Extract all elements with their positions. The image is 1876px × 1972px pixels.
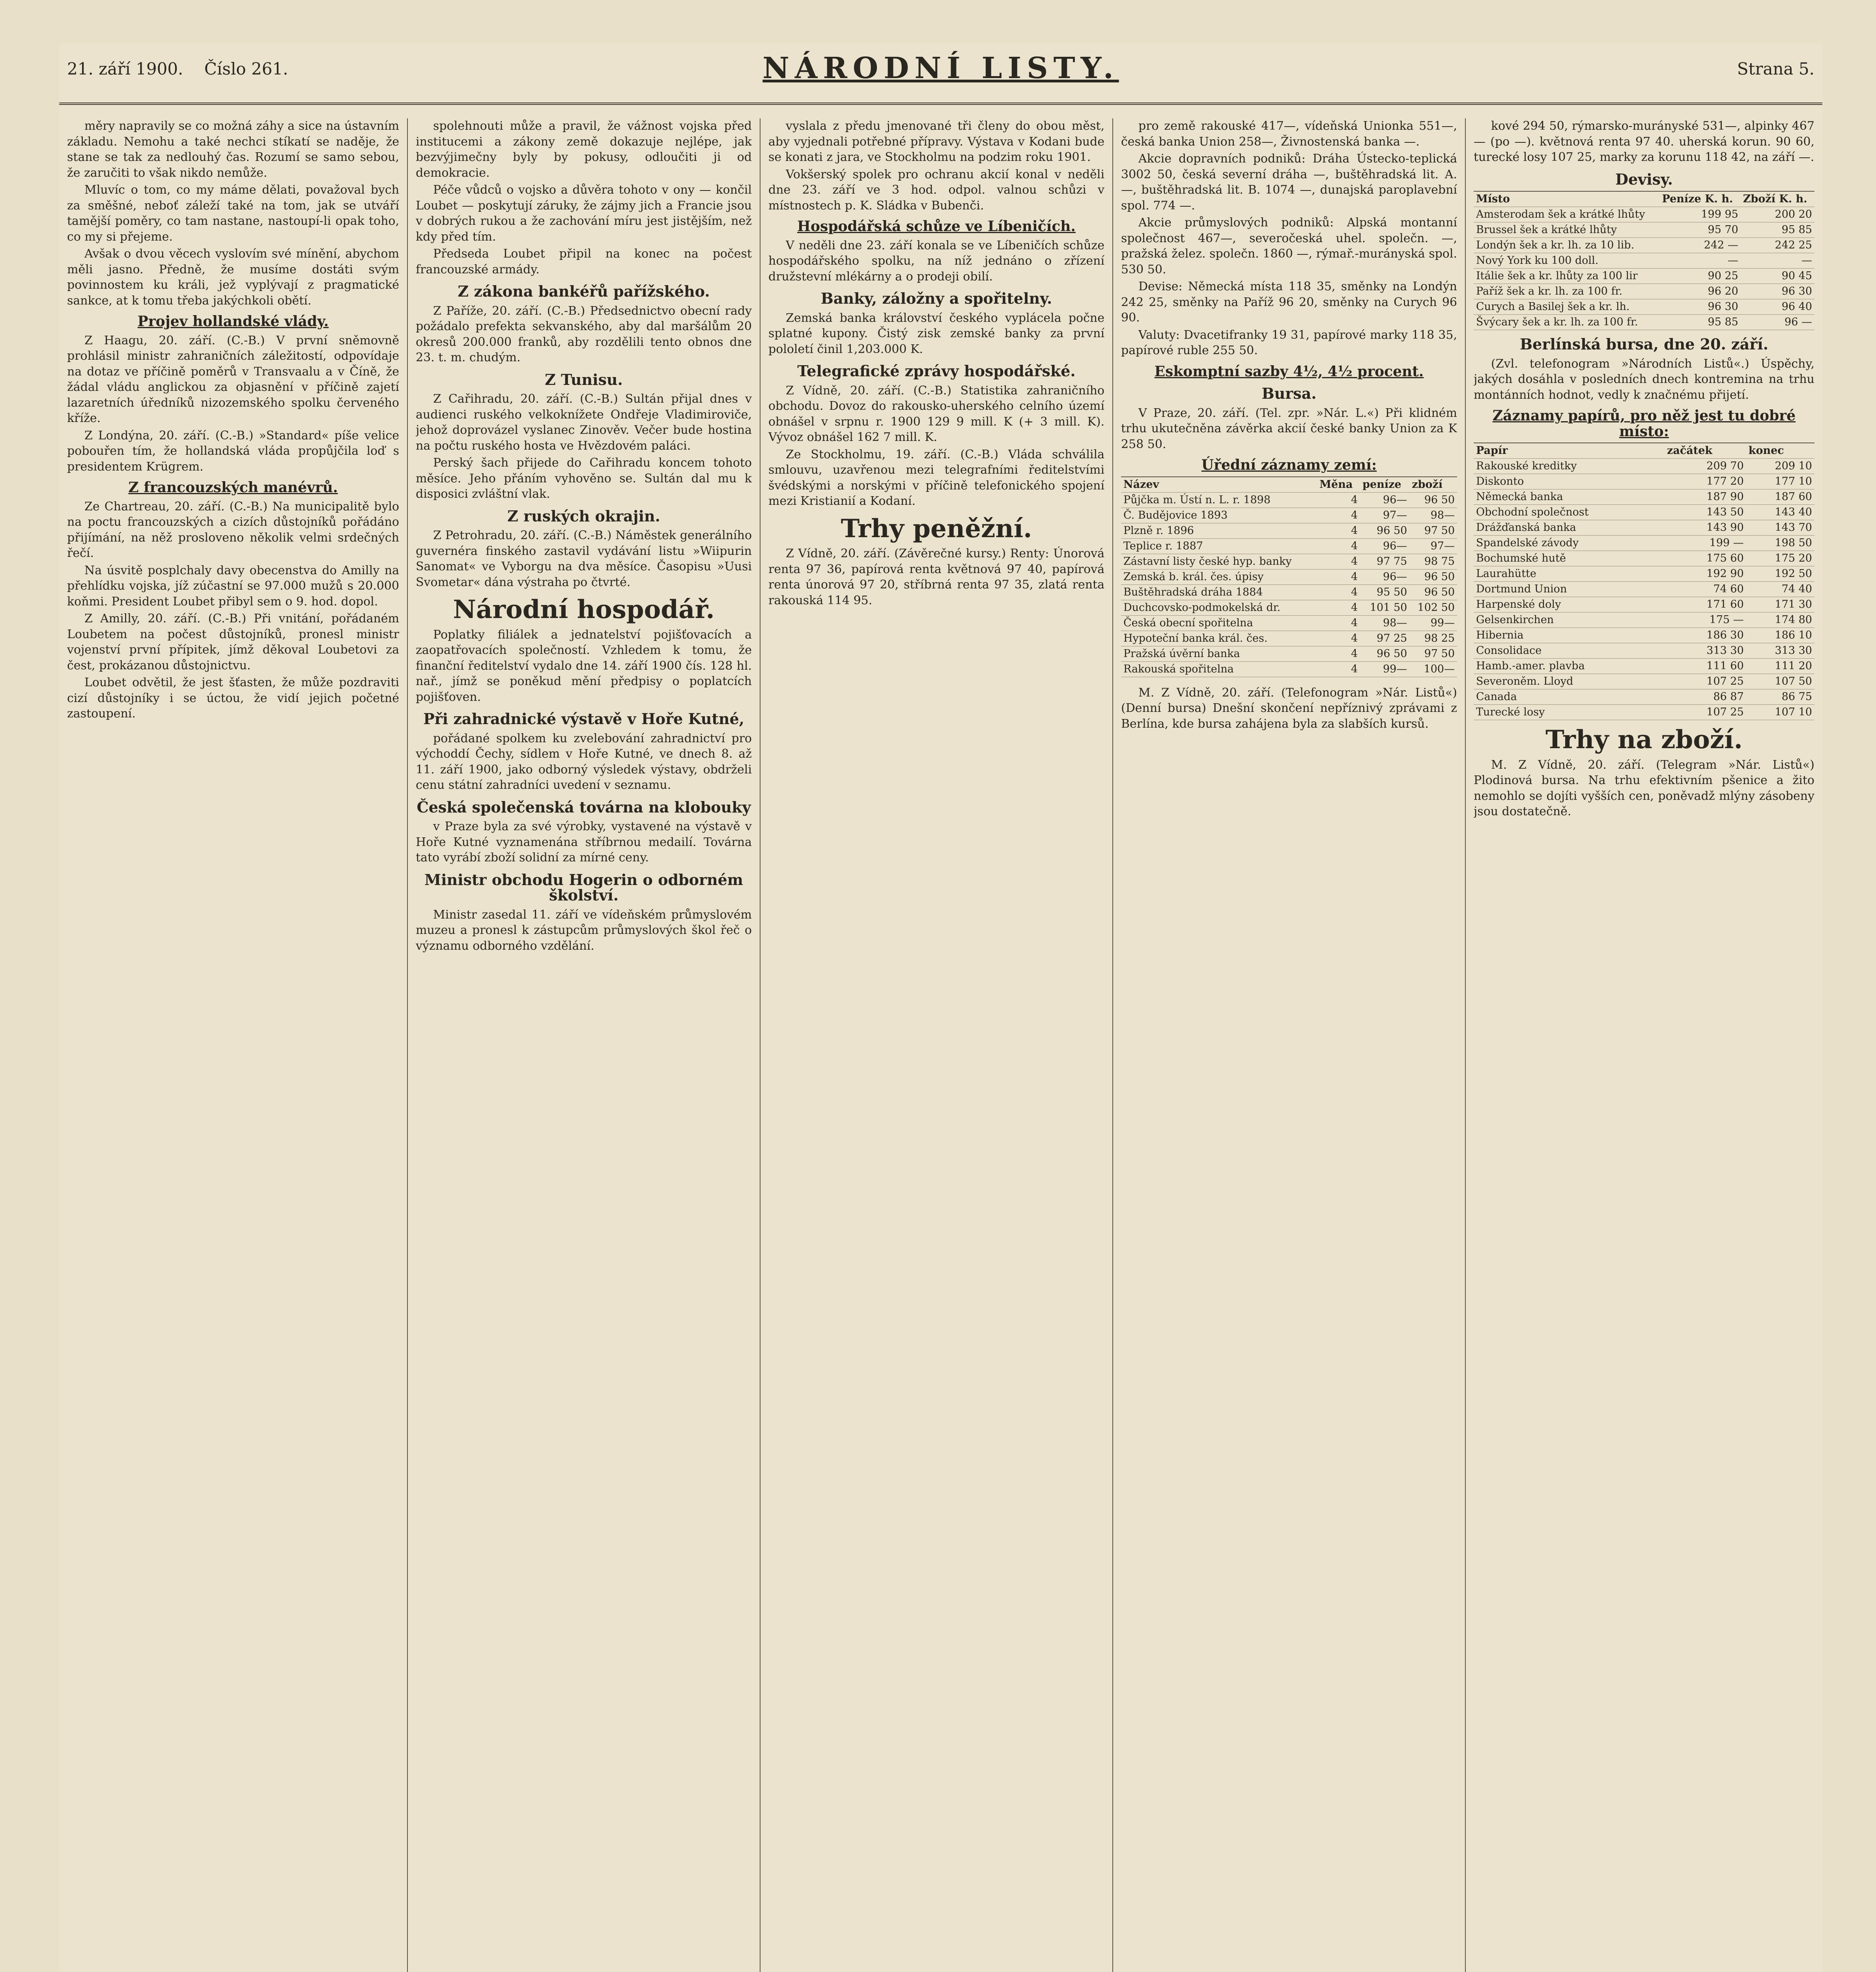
row-label: Dortmund Union	[1474, 582, 1665, 597]
paragraph: Akcie průmyslových podniků: Alpská montanní společnost 467—, severočeská uhel. společn. —, pražská želez. společn. 1860 —, rýmař.-murányská spol. 530 50.	[1121, 216, 1457, 276]
issue-number: Číslo 261.	[204, 59, 288, 78]
table-cell: 4	[1317, 631, 1360, 646]
row-label: Itálie šek a kr. lhůty za 100 lir	[1474, 269, 1660, 284]
table-cell: 4	[1317, 646, 1360, 661]
table-row	[1474, 597, 1814, 613]
table-cell: 97 50	[1409, 523, 1457, 538]
table-cell: 99—	[1409, 615, 1457, 631]
table-cell: 111 60	[1665, 659, 1746, 674]
row-label: Půjčka m. Ústí n. L. r. 1898	[1121, 492, 1317, 508]
row-label: Hamb.-amer. plavba	[1474, 659, 1665, 674]
table-cell: 97—	[1409, 538, 1457, 554]
paragraph: Ministr zasedal 11. září ve vídeňském průmyslovém muzeu a pronesl k zástupcům průmyslových škol řeč o významu odborného vzdělání.	[416, 908, 752, 953]
paragraph: Zemská banka království českého vyplácela počne splatné kupony. Čistý zisk zemské banky za první pololetí činil 1,203.000 K.	[768, 311, 1104, 356]
section-heading: Hospodářská schůze ve Líbeničích.	[797, 218, 1076, 235]
table-row	[1121, 492, 1457, 508]
newspaper-title: NÁRODNÍ LISTY.	[762, 51, 1119, 85]
table-row	[1474, 689, 1814, 705]
section-heading: Z Tunisu.	[545, 370, 623, 388]
table-cell: 143 40	[1746, 505, 1814, 520]
table-cell: 96—	[1360, 569, 1409, 585]
column-3	[768, 118, 1104, 1972]
table-cell: 171 30	[1746, 597, 1814, 613]
table-cell: 96 20	[1660, 284, 1741, 299]
table-cell: 199 —	[1665, 536, 1746, 551]
table-cell: 192 90	[1665, 566, 1746, 582]
table-cell: 4	[1317, 569, 1360, 585]
table-row	[1121, 615, 1457, 631]
table-cell: 98 25	[1409, 631, 1457, 646]
row-label: Německá banka	[1474, 489, 1665, 505]
table-cell: 96 30	[1660, 299, 1741, 315]
section-heading: Při zahradnické výstavě v Hoře Kutné,	[423, 710, 744, 728]
table-cell: 4	[1317, 523, 1360, 538]
table-row	[1474, 489, 1814, 505]
paragraph: M. Z Vídně, 20. září. (Telegram »Nár. Listů«) Plodinová bursa. Na trhu efektivním pšenice a žito nemohlo se dojíti vyšších cen, poněvadž mlýny zásobeny jsou dostatečně.	[1474, 758, 1814, 818]
section-heading: Eskomptní sazby 4½, 4½ procent.	[1154, 363, 1424, 380]
table-cell: 187 90	[1665, 489, 1746, 505]
paragraph: Mluvíc o tom, co my máme dělati, považoval bych za směšné, neboť záleží také na tom, jak se utváří tamější poměry, co tam nastane, nastoupí-li opak toho, co my si přejeme.	[67, 183, 399, 244]
row-label: Zástavní listy české hyp. banky	[1121, 554, 1317, 569]
table-cell: 95 85	[1660, 315, 1741, 330]
row-label: Plzně r. 1896	[1121, 523, 1317, 538]
table-cell: 95 70	[1660, 222, 1741, 238]
table-row	[1474, 459, 1814, 474]
table-row	[1121, 600, 1457, 615]
table-cell: 186 10	[1746, 628, 1814, 643]
table-cell: 187 60	[1746, 489, 1814, 505]
table-cell: 74 60	[1665, 582, 1746, 597]
issue-date: 21. září 1900.	[67, 59, 183, 78]
column-header: Měna	[1317, 477, 1360, 493]
column-header: zboží	[1409, 477, 1457, 493]
table-cell: 192 50	[1746, 566, 1814, 582]
table-row	[1474, 505, 1814, 520]
column-1	[67, 118, 399, 1972]
table-header-row	[1121, 477, 1457, 493]
row-label: Bochumské hutě	[1474, 551, 1665, 566]
table-row	[1121, 554, 1457, 569]
column-rule	[1112, 118, 1113, 1972]
table-cell: 86 75	[1746, 689, 1814, 705]
table-cell: 98 75	[1409, 554, 1457, 569]
row-label: Severoněm. Lloyd	[1474, 674, 1665, 689]
table-cell: 313 30	[1746, 643, 1814, 659]
table-row	[1474, 551, 1814, 566]
paragraph: Z Londýna, 20. září. (C.-B.) »Standard« píše velice pobouřen tím, že hollandská vláda propůjčila loď s presidentem Krügrem.	[67, 428, 399, 474]
table-header-row	[1474, 443, 1814, 459]
paragraph: vyslala z předu jmenované tři členy do obou měst, aby vyjednali potřebné přípravy. Výstava v Kodani bude se konati z jara, ve Stockholmu na podzim roku 1901.	[768, 119, 1104, 164]
table-cell: 90 25	[1660, 269, 1741, 284]
table-cell: —	[1660, 253, 1741, 269]
row-label: Teplice r. 1887	[1121, 538, 1317, 554]
row-label: Paříž šek a kr. lh. za 100 fr.	[1474, 284, 1660, 299]
table-cell: 96 —	[1741, 315, 1814, 330]
row-label: Turecké losy	[1474, 705, 1665, 720]
paragraph: Valuty: Dvacetifranky 19 31, papírové marky 118 35, papírové ruble 255 50.	[1121, 328, 1457, 357]
table-cell: 90 45	[1741, 269, 1814, 284]
row-label: Švýcary šek a kr. lh. za 100 fr.	[1474, 315, 1660, 330]
table-cell: 107 10	[1746, 705, 1814, 720]
section-heading: Berlínská bursa, dne 20. září.	[1520, 335, 1768, 353]
paragraph: Z Vídně, 20. září. (Závěrečné kursy.) Renty: Únorová renta 97 36, papírová renta květnová 97 40, papírová renta únorová 97 20, stříbrná renta 97 35, zlatá renta rakouská 114 95.	[768, 547, 1104, 607]
paragraph: Avšak o dvou věcech vyslovím své mínění, abychom měli jasno. Předně, že musíme dostáti svým povinnostem ku králi, jež vyplývají z pragmatické sankce, at k tomu třeba jakýchkoli obětí.	[67, 247, 399, 308]
paragraph: kové 294 50, rýmarsko-murányské 531—, alpinky 467— (po —). květnová renta 97 40. uherská korun. 90 60, turecké losy 107 25, marky za korunu 118 42, na září —.	[1474, 119, 1814, 164]
paragraph: Péče vůdců o vojsko a důvěra tohoto v ony — končil Loubet — poskytují záruky, že zájmy jich a Francie jsou v dobrých rukou a že zachování míru jest jistějším, než kdy před tím.	[416, 183, 752, 244]
table-cell: 143 70	[1746, 520, 1814, 536]
section-heading: Česká společenská továrna na klobouky	[417, 798, 751, 816]
paragraph: Na úsvitě posplchaly davy obecenstva do Amilly na přehlídku vojska, jíž zúčastní se 97.000 mužů s 20.000 koňmi. President Loubet přibyl sem o 9. hod. dopol.	[67, 563, 399, 609]
table-cell: 209 70	[1665, 459, 1746, 474]
table-cell: 175 60	[1665, 551, 1746, 566]
paragraph: Loubet odvětil, že jest šťasten, že může pozdraviti cizí důstojníky i se úctou, že vidí jejich početné zastoupení.	[67, 676, 399, 721]
section-heading: Projev hollandské vlády.	[137, 313, 329, 330]
row-label: Obchodní společnost	[1474, 505, 1665, 520]
paragraph: Vokšerský spolek pro ochranu akcií konal v neděli dne 23. září ve 3 hod. odpol. valnou schůzi v místnostech p. K. Sládka v Bubenči.	[768, 167, 1104, 213]
table-cell: 209 10	[1746, 459, 1814, 474]
table-row	[1474, 207, 1814, 222]
section-heading: Ministr obchodu Hogerin o odborném školství.	[424, 870, 743, 904]
table-row	[1121, 508, 1457, 523]
column-2	[416, 118, 752, 1972]
row-label: Laurahütte	[1474, 566, 1665, 582]
row-label: Spandelské závody	[1474, 536, 1665, 551]
table-cell: 177 10	[1746, 474, 1814, 489]
newspaper-page	[59, 43, 1822, 1972]
table-row	[1474, 284, 1814, 299]
table-cell: 4	[1317, 492, 1360, 508]
row-label: Gelsenkirchen	[1474, 613, 1665, 628]
table-cell: 96—	[1360, 492, 1409, 508]
row-label: Rakouské kreditky	[1474, 459, 1665, 474]
table-cell: 96 50	[1409, 569, 1457, 585]
paragraph: Z Vídně, 20. září. (C.-B.) Statistika zahraničního obchodu. Dovoz do rakousko-uherského celního území obnášel v srpnu r. 1900 129 9 mill. K (+ 3 mill. K). Vývoz obnášel 162 7 mill. K.	[768, 383, 1104, 444]
table-cell: 96 40	[1741, 299, 1814, 315]
row-label: Diskonto	[1474, 474, 1665, 489]
column-5	[1474, 118, 1814, 1972]
paragraph: Z Haagu, 20. září. (C.-B.) V první sněmovně prohlásil ministr zahraničních záležitostí, odpovídaje na dotaz ve příčině poměrů v Transvaalu a v Číně, že žádal vládu anglickou za objasnění v příčině zajetí lazaretních úředníků nizozemského spolku červeného kříže.	[67, 333, 399, 425]
table-row	[1474, 643, 1814, 659]
table-title: Záznamy papírů, pro něž jest tu dobré místo:	[1492, 407, 1796, 440]
table-row	[1474, 536, 1814, 551]
table-cell: 107 25	[1665, 674, 1746, 689]
table-row	[1474, 520, 1814, 536]
table-cell: 4	[1317, 661, 1360, 677]
section-heading: Z francouzských manévrů.	[128, 479, 338, 496]
row-label: Zemská b. král. čes. úpisy	[1121, 569, 1317, 585]
table-cell: 96—	[1360, 538, 1409, 554]
table-cell: 4	[1317, 538, 1360, 554]
table-cell: 97—	[1360, 508, 1409, 523]
column-4	[1121, 118, 1457, 1972]
table-cell: 242 —	[1660, 238, 1741, 253]
section-title: Trhy na zboží.	[1545, 725, 1743, 754]
paragraph: M. Z Vídně, 20. září. (Telefonogram »Nár. Listů«) (Denní bursa) Dnešní skončení nepříznivý zprávami z Berlína, kde bursa zahájena byla za slabších kursů.	[1121, 685, 1457, 731]
section-heading: Banky, záložny a spořitelny.	[820, 289, 1052, 307]
paragraph: Ze Stockholmu, 19. září. (C.-B.) Vláda schválila smlouvu, uzavřenou mezi telegrafními ředitelstvími švédskými a norskými v příčině telefonického spojení mezi Kristianií a Kodaní.	[768, 447, 1104, 508]
paragraph: V neděli dne 23. září konala se ve Líbeničích schůze hospodářského spolku, na níž jednáno o zřízení družstevní mlékárny a o prodeji obilí.	[768, 238, 1104, 284]
row-label: Hypoteční banka král. čes.	[1121, 631, 1317, 646]
table-cell: 96 30	[1741, 284, 1814, 299]
table-row	[1121, 585, 1457, 600]
row-label: Česká obecní spořitelna	[1121, 615, 1317, 631]
column-header: začátek	[1665, 443, 1746, 459]
table-cell: 98—	[1360, 615, 1409, 631]
paragraph: Z Cařihradu, 20. září. (C.-B.) Sultán přijal dnes v audienci ruského velkoknížete Ondřeje Vladimiroviče, jehož doprovázel vyslanec Zinověv. Večer bude hostina na počtu ruského hosta ve Hvězdovém paláci.	[416, 392, 752, 453]
table-row	[1121, 569, 1457, 585]
row-label: Harpenské doly	[1474, 597, 1665, 613]
table-cell: 242 25	[1741, 238, 1814, 253]
table-cell: 96 50	[1409, 492, 1457, 508]
row-label: Buštěhradská dráha 1884	[1121, 585, 1317, 600]
table-cell: 4	[1317, 508, 1360, 523]
table-cell: 96 50	[1409, 585, 1457, 600]
table-cell: 95 50	[1360, 585, 1409, 600]
paragraph: pro země rakouské 417—, vídeňská Unionka 551—, česká banka Union 258—, Živnostenská banka —.	[1121, 119, 1457, 149]
table-cell: 4	[1317, 585, 1360, 600]
paragraph: Akcie dopravních podniků: Dráha Ústecko-teplická 3002 50, česká severní dráha —, buštěhradská lit. A. —, buštěhradská lit. B. 1074 —, dunajská paroplavební spol. 774 —.	[1121, 152, 1457, 213]
section-heading: Bursa.	[1261, 385, 1317, 402]
row-label: Consolidace	[1474, 643, 1665, 659]
table-cell: 175 —	[1665, 613, 1746, 628]
table-row	[1474, 269, 1814, 284]
table-cell: 200 20	[1741, 207, 1814, 222]
table-cell: 4	[1317, 554, 1360, 569]
bond-table	[1121, 476, 1457, 677]
paragraph: měry napravily se co možná záhy a sice na ústavním základu. Nemohu a také nechci stíkatí se naděje, že stane se tak za nedlouhý čas. Rozumí se samo sebou, že zaručiti to však nikdo nemůže.	[67, 119, 399, 180]
table-row	[1121, 631, 1457, 646]
table-cell: 102 50	[1409, 600, 1457, 615]
paragraph: Z Petrohradu, 20. září. (C.-B.) Náměstek generálního guvernéra finského zastavil vydávání listu »Wiipurin Sanomat« ve Vyborgu na dva měsíce. Časopisu »Uusi Svometar« dána výstraha po čtvrté.	[416, 528, 752, 589]
table-cell: 174 80	[1746, 613, 1814, 628]
masthead	[59, 43, 1822, 105]
table-row	[1474, 315, 1814, 330]
section-title: Národní hospodář.	[453, 595, 715, 624]
paragraph: v Praze byla za své výrobky, vystavené na výstavě v Hoře Kutné vyznamenána stříbrnou medailí. Továrna tato vyrábí zboží solidní za mírné ceny.	[416, 820, 752, 865]
table-title: Úřední záznamy zemí:	[1201, 457, 1377, 473]
column-header: Název	[1121, 477, 1317, 493]
table-row	[1474, 705, 1814, 720]
table-cell: 96 50	[1360, 646, 1409, 661]
table-cell: 143 50	[1665, 505, 1746, 520]
row-label: Rakouská spořitelna	[1121, 661, 1317, 677]
section-heading: Z zákona bankéřů pařížského.	[458, 282, 710, 300]
table-cell: 74 40	[1746, 582, 1814, 597]
section-heading: Z ruských okrajin.	[507, 507, 660, 525]
table-row	[1474, 299, 1814, 315]
column-header: peníze	[1360, 477, 1409, 493]
row-label: Canada	[1474, 689, 1665, 705]
table-cell: 99—	[1360, 661, 1409, 677]
table-cell: 199 95	[1660, 207, 1741, 222]
table-cell: 97 75	[1360, 554, 1409, 569]
table-cell: 177 20	[1665, 474, 1746, 489]
column-rule	[407, 118, 408, 1972]
table-cell: 171 60	[1665, 597, 1746, 613]
table-row	[1474, 659, 1814, 674]
table-cell: 313 30	[1665, 643, 1746, 659]
table-cell: 198 50	[1746, 536, 1814, 551]
paragraph: Perský šach přijede do Cařihradu koncem tohoto měsíce. Jeho přáním vyhověno se. Sultán dal mu k disposici zvláštní vlak.	[416, 456, 752, 501]
table-cell: 186 30	[1665, 628, 1746, 643]
table-cell: 96 50	[1360, 523, 1409, 538]
row-label: Londýn šek a kr. lh. za 10 lib.	[1474, 238, 1660, 253]
paragraph: Předseda Loubet připil na konec na počest francouzské armády.	[416, 247, 752, 276]
table-cell: 101 50	[1360, 600, 1409, 615]
paragraph: V Praze, 20. září. (Tel. zpr. »Nár. L.«) Při klidném trhu ukutečněna závěrka akcií české banky Union za K 258 50.	[1121, 406, 1457, 451]
table-cell: 4	[1317, 600, 1360, 615]
table-cell: 98—	[1409, 508, 1457, 523]
column-header: Zboží K. h.	[1741, 191, 1814, 207]
table-row	[1474, 613, 1814, 628]
row-label: Curych a Basilej šek a kr. lh.	[1474, 299, 1660, 315]
table-row	[1474, 238, 1814, 253]
section-title: Trhy peněžní.	[841, 514, 1032, 543]
table-row	[1474, 582, 1814, 597]
row-label: Č. Budějovice 1893	[1121, 508, 1317, 523]
column-rule	[1465, 118, 1466, 1972]
paragraph: Z Paříže, 20. září. (C.-B.) Předsednictvo obecní rady požádalo prefekta sekvanského, aby dal maršálům 20 okresů 200.000 franků, aby rozdělili tento obnos dne 23. t. m. chudým.	[416, 304, 752, 364]
table-cell: —	[1741, 253, 1814, 269]
section-heading: Devisy.	[1615, 170, 1673, 188]
table-row	[1121, 523, 1457, 538]
column-header: Peníze K. h.	[1660, 191, 1741, 207]
column-header: Místo	[1474, 191, 1660, 207]
table-cell: 107 50	[1746, 674, 1814, 689]
row-label: Amsterodam šek a krátké lhůty	[1474, 207, 1660, 222]
paragraph: Z Amilly, 20. září. (C.-B.) Při vnitání, pořádaném Loubetem na počest důstojníků, pronesl ministr vojenství první přípitek, jímž děkoval Loubetovi za čest, prokázanou důstojnictvu.	[67, 612, 399, 672]
paragraph: (Zvl. telefonogram »Národních Listů«.) Úspěchy, jakých dosáhla v posledních dnech kontremina na trhu montánních hodnot, vedly k značnému přijetí.	[1474, 357, 1814, 402]
table-row	[1474, 628, 1814, 643]
securities-table	[1474, 443, 1814, 720]
table-row	[1474, 253, 1814, 269]
table-cell: 143 90	[1665, 520, 1746, 536]
table-header-row	[1474, 191, 1814, 207]
section-heading: Telegrafické zprávy hospodářské.	[797, 362, 1076, 380]
table-row	[1474, 474, 1814, 489]
row-label: Brussel šek a krátké lhůty	[1474, 222, 1660, 238]
table-cell: 97 25	[1360, 631, 1409, 646]
table-row	[1474, 222, 1814, 238]
devisy-table	[1474, 191, 1814, 330]
table-cell: 100—	[1409, 661, 1457, 677]
table-cell: 107 25	[1665, 705, 1746, 720]
column-header: konec	[1746, 443, 1814, 459]
paragraph: spolehnouti může a pravil, že vážnost vojska před institucemi a zákony země dokazuje nejlépe, jak bezvýjimečny byly by pokusy, odloučiti ji od demokracie.	[416, 119, 752, 180]
table-row	[1121, 538, 1457, 554]
row-label: Pražská úvěrní banka	[1121, 646, 1317, 661]
column-header: Papír	[1474, 443, 1665, 459]
table-row	[1121, 646, 1457, 661]
page-number: Strana 5.	[1737, 59, 1814, 78]
row-label: Duchcovsko-podmokelská dr.	[1121, 600, 1317, 615]
row-label: Drážďanská banka	[1474, 520, 1665, 536]
table-row	[1474, 674, 1814, 689]
paragraph: Ze Chartreau, 20. září. (C.-B.) Na municipalitě bylo na poctu francouzských a cizích důstojníků pořádáno přijímání, na něž prosloveno několik velmi srdečných řečí.	[67, 499, 399, 560]
table-cell: 95 85	[1741, 222, 1814, 238]
table-cell: 111 20	[1746, 659, 1814, 674]
table-cell: 175 20	[1746, 551, 1814, 566]
row-label: Hibernia	[1474, 628, 1665, 643]
table-cell: 86 87	[1665, 689, 1746, 705]
row-label: Nový York ku 100 doll.	[1474, 253, 1660, 269]
table-cell: 4	[1317, 615, 1360, 631]
table-row	[1121, 661, 1457, 677]
paragraph: Poplatky filiálek a jednatelství pojišťovacích a zaopatřovacích společností. Vzhledem k tomu, že finanční ředitelství vydalo dne 14. září 1900 čís. 128 hl. nař., jímž se poněkud mění předpisy o poplatcích pojišťoven.	[416, 627, 752, 704]
paragraph: pořádané spolkem ku zvelebování zahradnictví pro východdí Čechy, sídlem v Hoře Kutné, ve dnech 8. až 11. září 1900, jako odborný výsledek výstavy, obdrželi cenu státní zahradníci uvedení v seznamu.	[416, 731, 752, 792]
table-cell: 97 50	[1409, 646, 1457, 661]
table-row	[1474, 566, 1814, 582]
paragraph: Devise: Německá místa 118 35, směnky na Londýn 242 25, směnky na Paříž 96 20, směnky na Curych 96 90.	[1121, 280, 1457, 325]
